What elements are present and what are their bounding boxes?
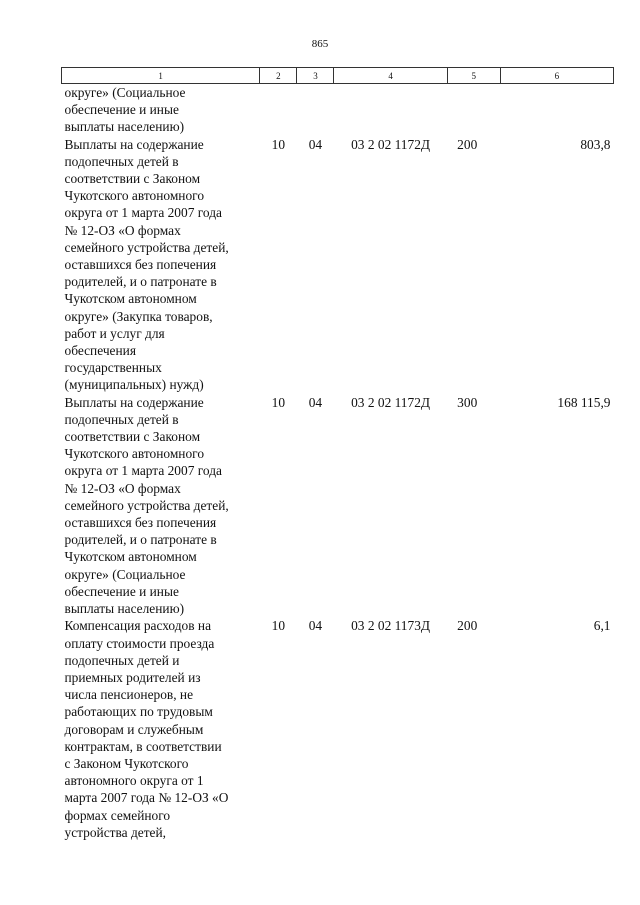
target-code-cell: 03 2 02 1173Д	[351, 618, 431, 634]
row-name-cell	[62, 394, 260, 618]
name-line: Выплаты на содержание	[64, 394, 204, 410]
header-cell-4: 4	[334, 68, 447, 84]
amount-cell: 168 115,9	[557, 394, 611, 410]
name-line: обеспечение и иные	[64, 102, 179, 118]
section-cell: 10	[271, 618, 286, 634]
name-line: формах семейного	[64, 807, 171, 823]
budget-table	[61, 67, 614, 841]
header-cell-6: 6	[500, 68, 613, 84]
header-cell-2: 2	[260, 68, 297, 84]
name-line: выплаты населению)	[64, 601, 185, 617]
name-line: обеспечение и иные	[64, 583, 179, 599]
section-cell: 10	[271, 394, 286, 410]
name-line: обеспечения	[64, 343, 136, 359]
expense-type-cell: 300	[457, 394, 478, 410]
table-row	[62, 394, 614, 618]
subsection-cell: 04	[308, 618, 323, 634]
name-line: Чукотском автономном	[64, 291, 197, 307]
name-line: округе» (Социальное	[64, 85, 186, 100]
name-line: родителей, и о патронате в	[64, 532, 217, 548]
name-line: семейного устройства детей,	[64, 497, 229, 513]
table-row	[62, 617, 614, 841]
target-code-cell: 03 2 02 1172Д	[351, 136, 431, 152]
expense-type-cell: 200	[457, 618, 478, 634]
name-line: приемных родителей из	[64, 669, 201, 685]
name-line: Чукотского автономного	[64, 446, 205, 462]
name-line: выплаты населению)	[64, 119, 185, 135]
subsection-cell: 04	[308, 394, 323, 410]
header-cell-1: 1	[62, 68, 260, 84]
name-line: Выплаты на содержание	[64, 136, 204, 152]
name-line: Чукотском автономном	[64, 549, 197, 565]
section-cell: 10	[271, 136, 286, 152]
header-cell-3: 3	[297, 68, 334, 84]
name-line: № 12-ОЗ «О формах	[64, 480, 181, 496]
name-line: соответствии с Законом	[64, 171, 201, 187]
name-line: марта 2007 года № 12-ОЗ «О	[64, 790, 229, 806]
table-row	[62, 136, 614, 394]
name-line: с Законом Чукотского	[64, 755, 189, 771]
name-line: округа от 1 марта 2007 года	[64, 463, 222, 479]
name-line: контрактам, в соответствии	[64, 738, 222, 754]
page-number: 865	[311, 38, 329, 50]
expense-type-cell: 200	[457, 136, 478, 152]
header-cell-5: 5	[447, 68, 500, 84]
name-line: семейного устройства детей,	[64, 239, 229, 255]
name-line: устройства детей,	[64, 824, 167, 840]
name-line: (муниципальных) нужд)	[64, 377, 204, 393]
name-line: соответствии с Законом	[64, 429, 201, 445]
name-line: подопечных детей в	[64, 153, 179, 169]
row-name-cell	[62, 136, 260, 394]
name-line: округе» (Социальное	[64, 566, 186, 582]
name-line: округа от 1 марта 2007 года	[64, 205, 222, 221]
name-line: Чукотского автономного	[64, 188, 205, 204]
amount-cell: 803,8	[580, 136, 611, 152]
name-line: подопечных детей и	[64, 652, 180, 668]
name-line: работ и услуг для	[64, 325, 165, 341]
name-line: родителей, и о патронате в	[64, 274, 217, 290]
amount-cell: 6,1	[593, 618, 611, 634]
continuation-name-cell	[62, 84, 260, 136]
name-line: автономного округа от 1	[64, 773, 204, 789]
table-header-row	[62, 68, 614, 84]
name-line: Компенсация расходов на	[64, 618, 212, 634]
target-code-cell: 03 2 02 1172Д	[351, 394, 431, 410]
name-line: государственных	[64, 360, 162, 376]
name-line: оплату стоимости проезда	[64, 635, 215, 651]
subsection-cell: 04	[308, 136, 323, 152]
name-line: оставшихся без попечения	[64, 515, 217, 531]
name-line: подопечных детей в	[64, 411, 179, 427]
name-line: оставшихся без попечения	[64, 257, 217, 273]
continuation-row	[62, 84, 614, 136]
name-line: работающих по трудовым	[64, 704, 213, 720]
name-line: договорам и служебным	[64, 721, 204, 737]
name-line: № 12-ОЗ «О формах	[64, 222, 181, 238]
row-name-cell	[62, 617, 260, 841]
name-line: числа пенсионеров, не	[64, 687, 194, 703]
name-line: округе» (Закупка товаров,	[64, 308, 213, 324]
